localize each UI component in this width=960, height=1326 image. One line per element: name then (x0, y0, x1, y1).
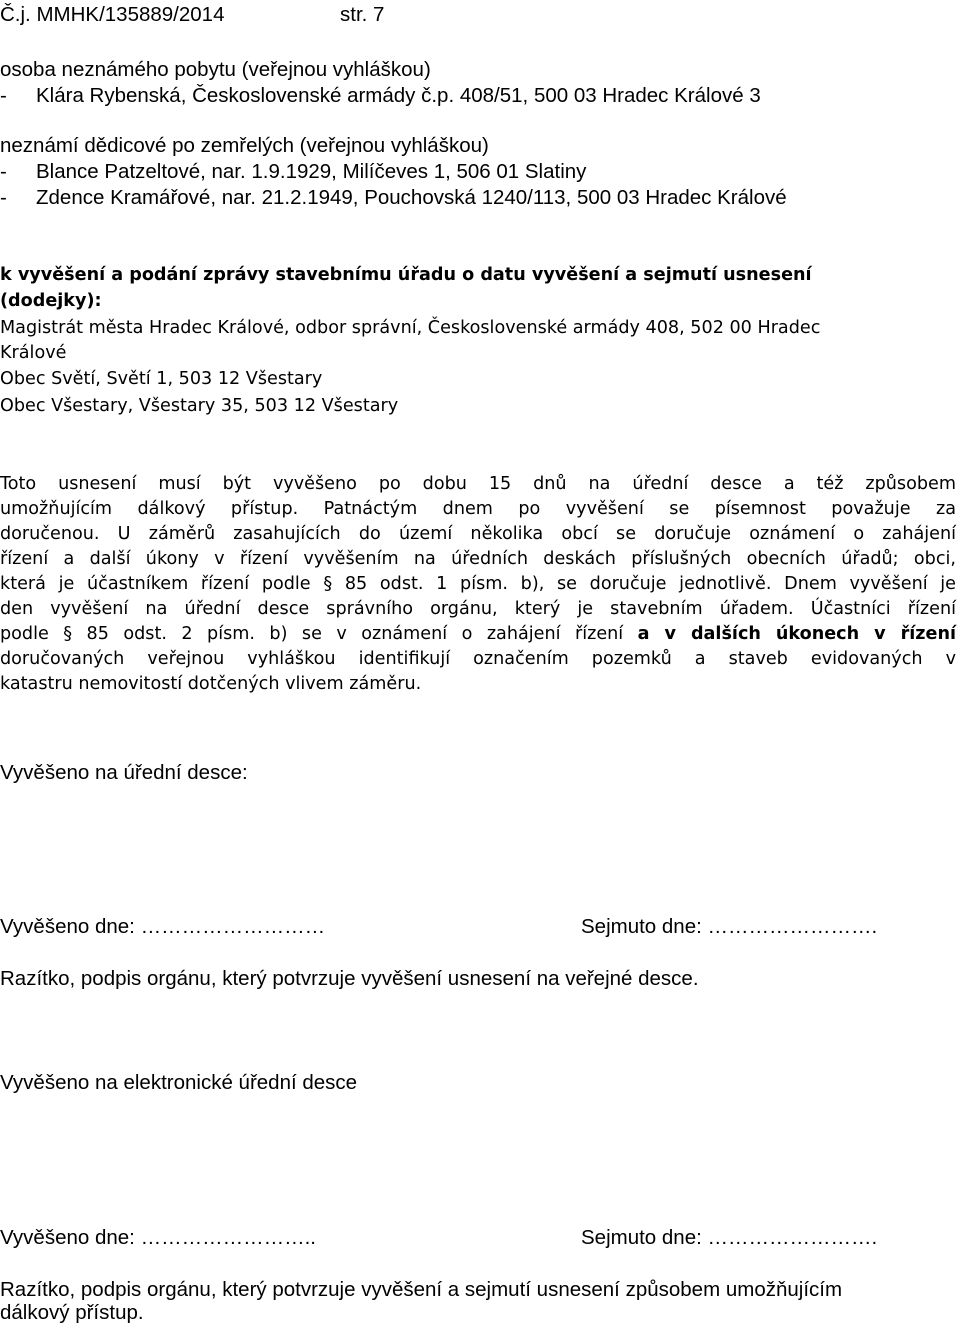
posted-date-blank: ……………………… (140, 915, 326, 938)
recipient-item-text: Blance Patzeltové, nar. 1.9.1929, Milíčeves 1, 506 01 Slatiny (36, 160, 587, 183)
posting-address-sveti: Obec Světí, Světí 1, 503 12 Všestary (0, 369, 323, 389)
removed-date-blank: ……………………. (707, 915, 878, 938)
posting-heading-line1: k vyvěšení a podání zprávy stavebnímu úřadu o datu vyvěšení a sejmutí usnesení (0, 265, 812, 285)
case-number: Č.j. MMHK/135889/2014 (0, 3, 225, 26)
posting-heading-line2: (dodejky): (0, 291, 102, 311)
notice-line: doručovaných veřejnou vyhláškou identifikují označením pozemků a staveb evidovaných v (0, 649, 956, 669)
notice-line: umožňujícím dálkový přístup. Patnáctým dnem po vyvěšení se písemnost považuje za (0, 499, 956, 519)
page-number: str. 7 (340, 3, 385, 26)
notice-line: řízení a další úkony v řízení vyvěšením na úředních deskách příslušných obecních úřadů; obci, (0, 549, 956, 569)
notice-line: doručenou. U záměrů zasahujících do území několika obcí se doručuje oznámení o zahájení (0, 524, 956, 544)
recipient-item: - Klára Rybenská, Československé armády č.p. 408/51, 500 03 Hradec Králové 3 (0, 84, 761, 107)
removed-date-blank: ……………………. (707, 1226, 878, 1249)
notice-line: katastru nemovitostí dotčených vlivem záměru. (0, 674, 422, 694)
recipient-item-text: Zdence Kramářové, nar. 21.2.1949, Pouchovská 1240/113, 500 03 Hradec Králové (36, 186, 787, 209)
notice-line: podle § 85 odst. 2 písm. b) se v oznámení o zahájení řízení a v dalších úkonech v řízení (0, 624, 957, 644)
electronic-board-title: Vyvěšeno na elektronické úřední desce (0, 1071, 358, 1094)
posting-address-magistrate-cont: Králové (0, 343, 67, 363)
electronic-board-stamp-text-cont: dálkový přístup. (0, 1301, 144, 1324)
electronic-board-posted-field: Vyvěšeno dne: …………………….. (0, 1226, 316, 1249)
section-sign: § (323, 574, 333, 594)
official-board-stamp-text: Razítko, podpis orgánu, který potvrzuje vyvěšení usnesení na veřejné desce. (0, 967, 699, 990)
recipient-item-text: Klára Rybenská, Československé armády č.p. 408/51, 500 03 Hradec Králové 3 (36, 84, 761, 107)
electronic-board-removed-field: Sejmuto dne: ……………………. (581, 1226, 878, 1249)
notice-line: den vyvěšení na úřední desce správního orgánu, který je stavebním úřadem. Účastníci řízení (0, 599, 956, 619)
section-sign: § (63, 624, 73, 644)
notice-line: Toto usnesení musí být vyvěšeno po dobu 15 dnů na úřední desce a též způsobem (0, 474, 956, 494)
notice-line: která je účastníkem řízení podle § 85 odst. 1 písm. b), se doručuje jednotlivě. Dnem vyvěšení je (0, 574, 956, 594)
posting-address-magistrate: Magistrát města Hradec Králové, odbor správní, Československé armády 408, 502 00 Hradec (0, 318, 821, 338)
official-board-posted-field: Vyvěšeno dne: ……………………… (0, 915, 326, 938)
posting-address-vsestary: Obec Všestary, Všestary 35, 503 12 Všestary (0, 396, 399, 416)
official-board-removed-field: Sejmuto dne: ……………………. (581, 915, 878, 938)
recipients-heading-heirs: neznámí dědicové po zemřelých (veřejnou vyhláškou) (0, 134, 489, 157)
official-board-title: Vyvěšeno na úřední desce: (0, 761, 248, 784)
recipients-heading-unknown-address: osoba neznámého pobytu (veřejnou vyhláškou) (0, 58, 431, 81)
posted-date-blank: …………………….. (140, 1226, 316, 1249)
notice-paragraph (0, 472, 956, 697)
recipient-item: - Zdence Kramářové, nar. 21.2.1949, Pouchovská 1240/113, 500 03 Hradec Králové (0, 186, 787, 209)
recipient-item: - Blance Patzeltové, nar. 1.9.1929, Milíčeves 1, 506 01 Slatiny (0, 160, 587, 183)
electronic-board-stamp-text: Razítko, podpis orgánu, který potvrzuje vyvěšení a sejmutí usnesení způsobem umožňujícím (0, 1278, 843, 1301)
